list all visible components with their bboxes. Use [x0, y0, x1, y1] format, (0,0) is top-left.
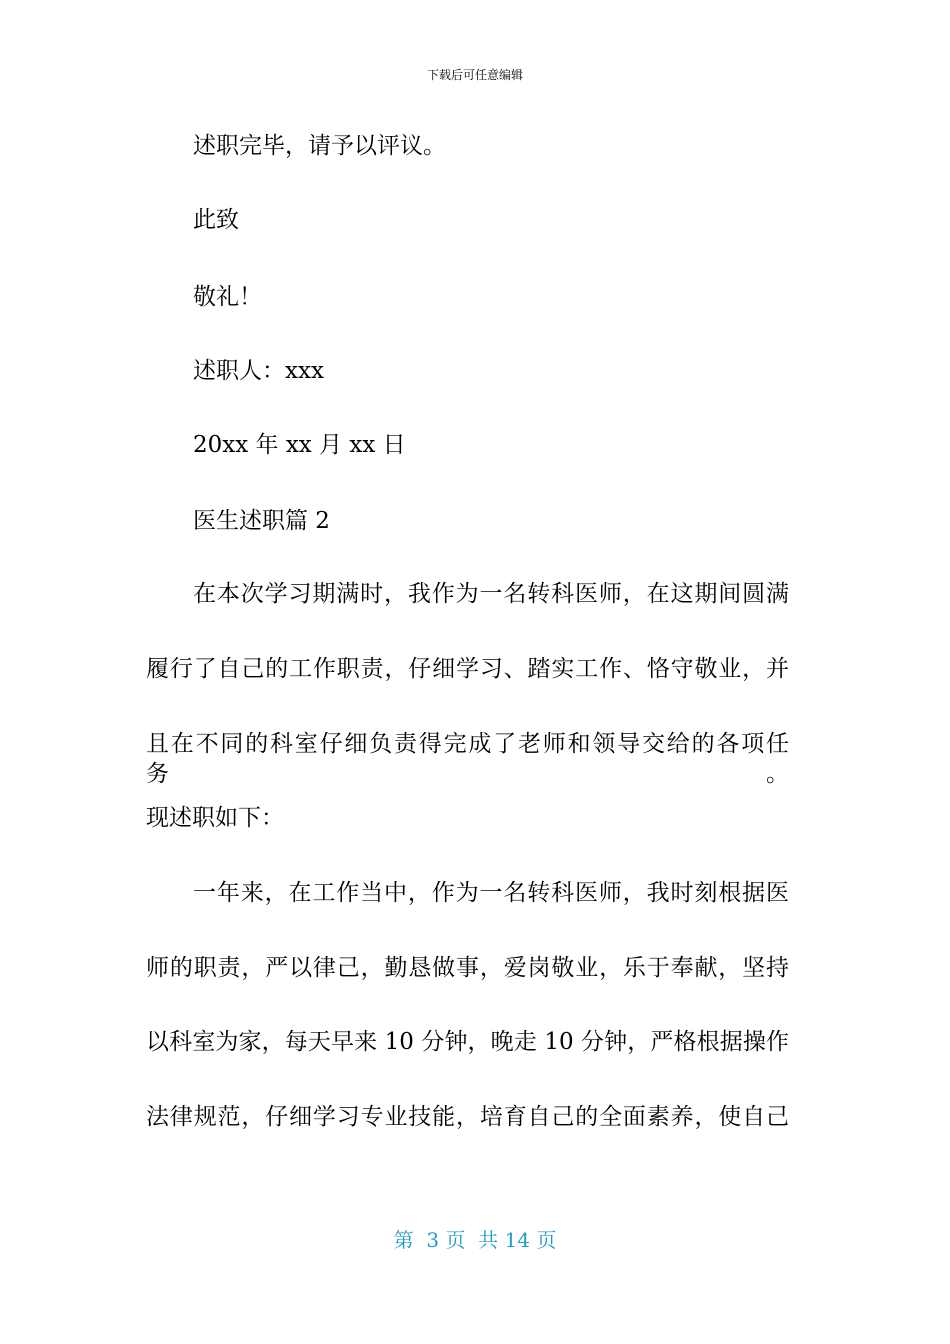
paragraph-line: 在本次学习期满时，我作为一名转科医师，在这期间圆满 — [193, 581, 789, 607]
date-line: 20xx 年 xx 月 xx 日 — [193, 432, 406, 458]
paragraph-line: 且在不同的科室仔细负责得完成了老师和领导交给的各项任务。 — [146, 731, 789, 787]
paragraph-line: 现述职如下： — [146, 805, 284, 831]
paragraph-line: 师的职责，严以律己，勤恳做事，爱岗敬业，乐于奉献，坚持 — [146, 955, 789, 981]
salutation-line: 敬礼！ — [193, 284, 262, 310]
paragraph-line: 履行了自己的工作职责，仔细学习、踏实工作、恪守敬业，并 — [146, 656, 789, 682]
paragraph-line: 以科室为家，每天早来 10 分钟，晚走 10 分钟，严格根据操作 — [146, 1029, 789, 1055]
paragraph-line: 一年来，在工作当中，作为一名转科医师，我时刻根据医 — [193, 880, 789, 906]
closing-line: 述职完毕，请予以评议。 — [193, 133, 446, 159]
section-title: 医生述职篇 2 — [193, 508, 330, 534]
header-note: 下载后可任意编辑 — [426, 68, 523, 82]
signer-line: 述职人：xxx — [193, 358, 324, 384]
salutation-line: 此致 — [193, 207, 239, 233]
page-number-footer: 第 3 页 共 14 页 — [393, 1228, 557, 1252]
paragraph-line: 法律规范，仔细学习专业技能，培育自己的全面素养，使自己 — [146, 1104, 789, 1130]
